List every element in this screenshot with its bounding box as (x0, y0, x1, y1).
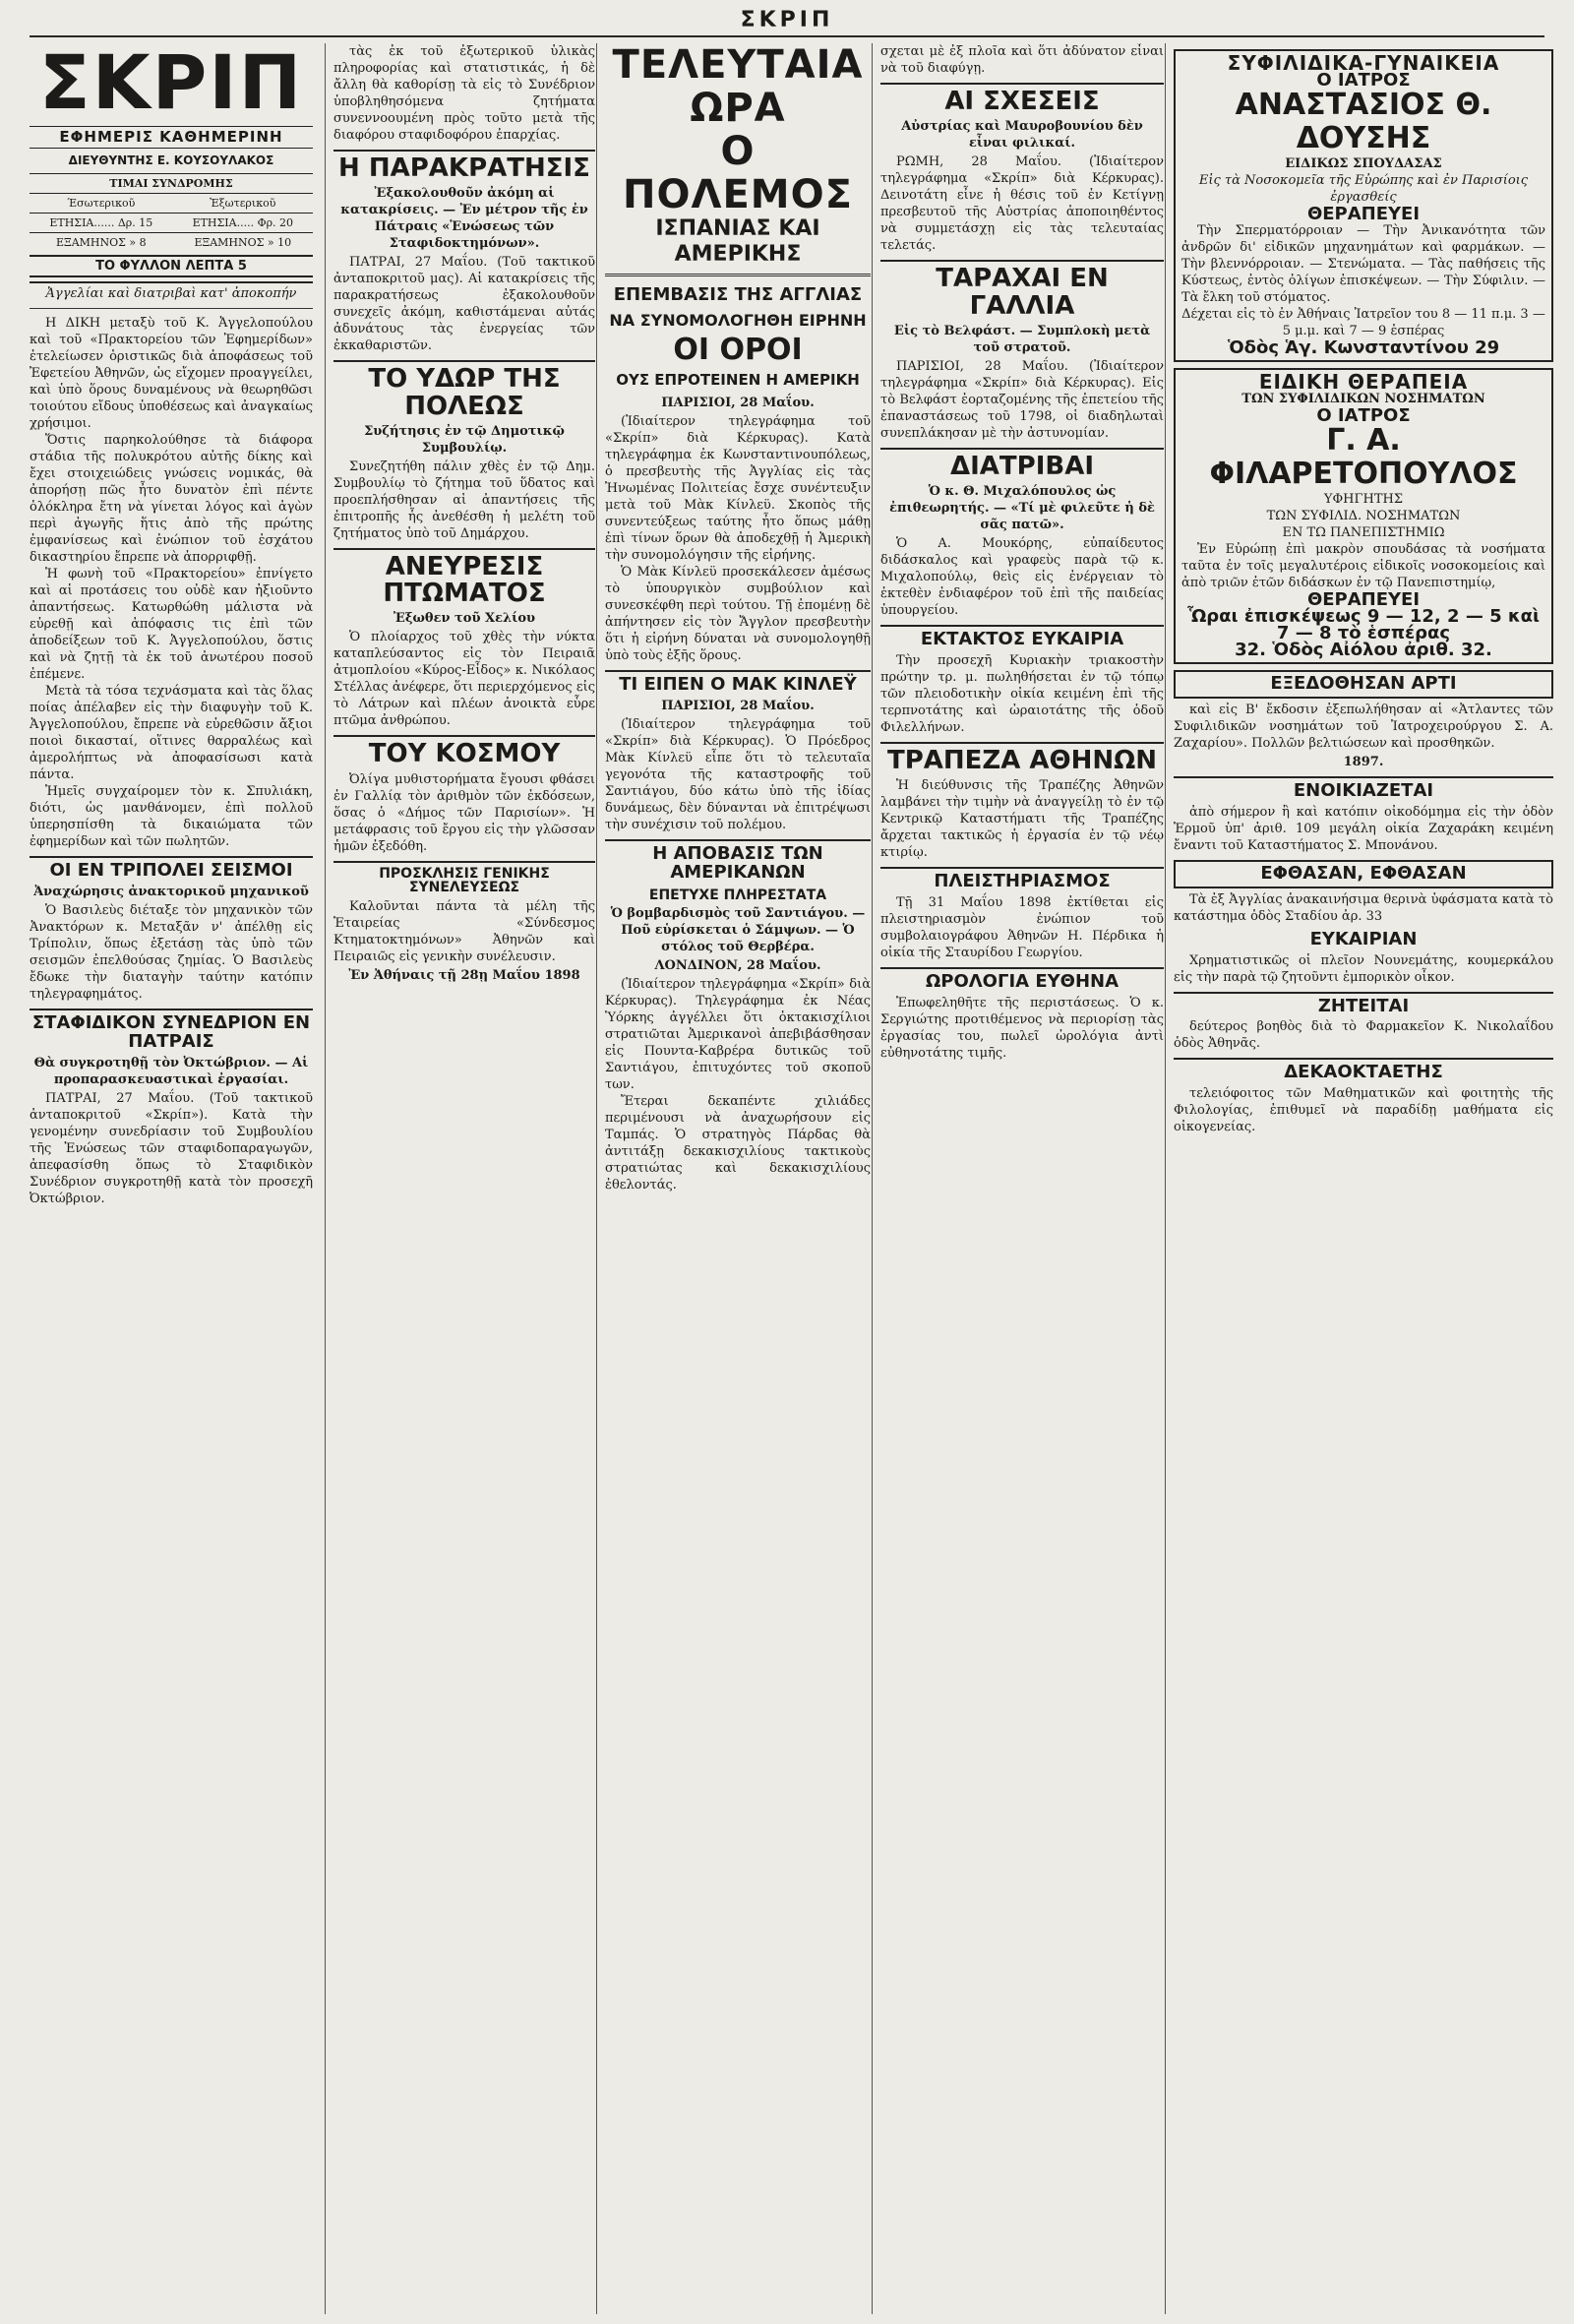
headline-dekaoktaetis: ΔΕΚΑΟΚΤΑΕΤΗΣ (1174, 1058, 1553, 1082)
subhead-ydor: Συζήτησις ἐν τῷ Δημοτικῷ Συμβουλίῳ. (364, 423, 565, 456)
headline-seismoi: ΟΙ ΕΝ ΤΡΙΠΟΛΕΙ ΣΕΙΣΜΟΙ (30, 856, 313, 881)
dateline: ΠΑΡΙΣΙΟΙ, 28 Μαΐου. (661, 698, 815, 713)
headline-diatrivai: ΔΙΑΤΡΙΒΑΙ (880, 448, 1164, 480)
ad-therapeuei: ΘΕΡΑΠΕΥΕΙ (1306, 589, 1421, 610)
subhead-diatrivai: Ὁ κ. Θ. Μιχαλόπουλος ὡς ἐπιθεωρητής. — «Τί μὲ φιλεῦτε ἡ δὲ σᾶς πατῶ». (889, 484, 1155, 533)
article-paragraph: Ὁ Α. Μουκόρης, εὐπαίδευτος διδάσκαλος καὶ γραφεὺς παρὰ τῷ κ. Μιχαλοπούλῳ, θεὶς εἰς ἐνέργειαν τὸ ἐκτεθὲν ἐνδιαφέρον τοῦ ἐπὶ τῆς παιδείας ὑπουργείου. (880, 536, 1164, 619)
ad-address: 32. Ὁδὸς Αἰόλου ἀριθ. 32. (1235, 640, 1492, 660)
headline-scheseis: ΑΙ ΣΧΕΣΕΙΣ (880, 83, 1164, 115)
headline-efthasan: ΕΦΘΑΣΑΝ, ΕΦΘΑΣΑΝ (1174, 860, 1553, 888)
column-5 (1165, 43, 1553, 2314)
article-paragraph: Τῇ 31 Μαΐου 1898 ἐκτίθεται εἰς πλειστηριασμὸν ἐνώπιον τοῦ συμβολαιογράφου Ἀθηνῶν Η. Πέρδικα ἡ οἰκία τῆς Σταυρίδου Γεωργίου. (880, 895, 1164, 961)
divider (605, 274, 871, 276)
ad-doctor-name: ΑΝΑΣΤΑΣΙΟΣ Θ. ΔΟΥΣΗΣ (1235, 88, 1492, 155)
ad-title-panepist: ΕΝ ΤΩ ΠΑΝΕΠΙΣΤΗΜΙΩ (1282, 525, 1445, 540)
ad-hours: Ὧραι ἐπισκέψεως 9 — 12, 2 — 5 καὶ 7 — 8 τὸ ἑσπέρας (1186, 606, 1541, 643)
article-paragraph: Ὁ πλοίαρχος τοῦ χθὲς τὴν νύκτα καταπλεύσαντος εἰς τὸν Πειραιᾶ ἀτμοπλοίου «Κύρος-Εἶδος» κ. Νικόλαος Στέλλας ἀνέφερε, ὅτι περιερχόμενος εἰς τὸ Λάτρων καὶ πλέων ἀνοικτὰ εὗρε πτῶμα ἀνθρώπου. (333, 630, 595, 729)
ad-tagline: Ἀγγελίαι καὶ διατριβαὶ κατ' ἀποκοπήν (45, 286, 297, 301)
ad-heading: ΕΙΔΙΚΗ ΘΕΡΑΠΕΙΑ (1258, 370, 1469, 394)
main-subhead-1: ΕΠΕΜΒΑΣΙΣ ΤΗΣ ΑΓΓΛΙΑΣ (613, 284, 863, 305)
article-paragraph: τὰς ἐκ τοῦ ἐξωτερικοῦ ὑλικὰς πληροφορίας καὶ στατιστικάς, ἡ δὲ ἄλλη θὰ καθορίσῃ τὰ εἰς τὸ Συνέδριον ὑποβληθησόμενα ζητήματα συνεννοουμένη πρὸς τοῦτο μετὰ τῆς διαφόρου σταφιδοφόρου ἐπαρχίας. (333, 44, 595, 143)
ad-clinics: Εἰς τὰ Νοσοκομεῖα τῆς Εὐρώπης καὶ ἐν Παρισίοις ἐργασθείς (1198, 173, 1529, 205)
column-3 (596, 43, 871, 2314)
ad-heading: ΣΥΦΙΛΙΔΙΚΑ-ΓΥΝΑΙΚΕΙΑ (1227, 51, 1500, 75)
column-2 (325, 43, 595, 2314)
dateline: ΠΑΡΙΣΙΟΙ, 28 Μαΐου. (661, 396, 815, 410)
price-annual-exterior: ΕΤΗΣΙΑ..... Φρ. 20 (173, 214, 313, 233)
headline-kinley: ΤΙ ΕΙΠΕΝ Ο ΜΑΚ ΚΙΝΛΕΫ (605, 670, 871, 695)
article-paragraph: Ἔτεραι δεκαπέντε χιλιάδες περιμένουσι νὰ ἀναχωρήσουν εἰς Ταμπάς. Ὁ στρατηγὸς Πάρδας θὰ ἀντιτάξῃ δεκακισχιλίους τακτικοὺς στρατιώτας καὶ δεκακισχιλίους ἐθελοντάς. (605, 1094, 871, 1193)
ad-title-ypo: ΥΦΗΓΗΤΗΣ (1323, 492, 1404, 507)
ad-specialty: ΕΙΔΙΚΩΣ ΣΠΟΥΔΑΣΑΣ (1285, 156, 1442, 171)
article-paragraph: Ἡ φωνὴ τοῦ «Πρακτορείου» ἐπνίγετο καὶ αἱ προτάσεις του οὐδὲ καν ἠξιοῦντο ἀπαντήσεως. Κατωρθώθη μάλιστα νὰ εὑρεθῇ καὶ ἀπόφασις τις ἐπὶ τῶν ἀποδείξεων τοῦ Κ. Ἀγγελοπούλου, ὅστις καὶ νὰ ζητῇ τὰ ἐκ τοῦ ἀνωτέρου ποσοῦ ἐπέμενε. (30, 567, 313, 682)
headline-gallia: ΤΑΡΑΧΑΙ ΕΝ ΓΑΛΛΙΑ (880, 260, 1164, 320)
ad-title-nosimaton: ΤΩΝ ΣΥΦΙΛΙΔ. ΝΟΣΗΜΑΤΩΝ (1266, 509, 1461, 523)
prices-interior: Έσωτερικοῦ (30, 194, 173, 214)
article-paragraph: Καλοῦνται πάντα τὰ μέλη τῆς Ἑταιρείας «Σύνδεσμος Κτηματοκτημόνων» Ἀθηνῶν καὶ Πειραιῶς εἰς γενικὴν συνέλευσιν. (333, 899, 595, 965)
sheet-price: ΤΟ ΦΥΛΛΟΝ ΛΕΠΤΑ 5 (30, 255, 313, 277)
prices-exterior: Ἐξωτερικοῦ (173, 194, 313, 214)
article-paragraph: Τὰ ἐξ Ἀγγλίας ἀνακαινήσιμα θερινὰ ὑφάσματα κατὰ τὸ κατάστημα ὁδὸς Σταδίου ἀρ. 33 (1174, 891, 1553, 924)
article-paragraph: Τὴν προσεχῆ Κυριακὴν τριακοστὴν πρώτην τρ. μ. πωληθήσεται ἐν τῷ τόπῳ τῶν πλειοδοτικὴν οἰκία κειμένη ἐπὶ τῆς τερπνοτάτης καὶ ὠραιοτάτης τῆς ὁδοῦ Φιλελλήνων. (880, 653, 1164, 736)
article-paragraph: ἀπὸ σήμερον ἢ καὶ κατόπιν οἰκοδόμημα εἰς τὴν ὁδὸν Ἑρμοῦ ὑπ' ἀριθ. 109 μεγάλη οἰκία Ζαχαράκη κειμένη ἔναντι τοῦ Καταστήματος Σ. Μπονάνου. (1174, 804, 1553, 853)
main-headline-2: Ο ΠΟΛΕΜΟΣ (623, 129, 853, 217)
headline-orologia: ΩΡΟΛΟΓΙΑ ΕΥΘΗΝΑ (880, 967, 1164, 992)
headline-enoikiazetai: ΕΝΟΙΚΙΑΖΕΤΑΙ (1174, 776, 1553, 801)
article-paragraph: ΡΩΜΗ, 28 Μαΐου. (Ἰδιαίτερον τηλεγράφημα «Σκρίπ» διὰ Κέρκυρας). Δεινοτάτη εἶνε ἡ θέσις τοῦ ἐν Κετίγνῃ πρεσβευτοῦ τῆς Αὐστρίας ἀποποιηθέντος νὰ συμμετάσχῃ εἰς τὰς τελευταίας τελετάς. (880, 154, 1164, 254)
article-paragraph: Ὁ Βασιλεὺς διέταξε τὸν μηχανικὸν τῶν Ἀνακτόρων κ. Μεταξᾶν ν' ἀπέλθῃ εἰς Τρίπολιν, ὅπως ἐξετάσῃ τὰς ὑπὸ τῶν σεισμῶν ἐπελθούσας ζημίας. Ὁ Βασιλεὺς ἔδωκε τὴν διαταγὴν ταύτην κατόπιν τηλεγραφημάτος. (30, 902, 313, 1002)
running-head: ΣΚΡΙΠ (30, 6, 1544, 37)
masthead-subtitle: ΕΦΗΜΕΡΙΣ ΚΑΘΗΜΕΡΙΝΗ (30, 126, 313, 149)
article-paragraph: ΠΑΤΡΑΙ, 27 Μαΐου. (Τοῦ τακτικοῦ ἀνταποκριτοῦ «Σκρίπ»). Κατὰ τὴν γενομένην συνεδρίασιν τοῦ Συμβουλίου τῆς Ἑνώσεως τῶν σταφιδοπαραγωγῶν, ἀπεφασίσθη ὅπως τὸ Σταφιδικὸν Συνέδριον συγκροτηθῇ κατὰ τὸν προσεχῆ Ὀκτώβριον. (30, 1090, 313, 1206)
year-range: 1897. (1343, 754, 1384, 769)
article-paragraph: Ὅστις παρηκολούθησε τὰ διάφορα στάδια τῆς πολυκρότου αὐτῆς δίκης καὶ ἔχει στοιχειώδεις γνώσεις νομικάς, θὰ ἀπορήσῃ πῶς ἦτο δυνατὸν ἐπὶ πέντε ὁλόκληρα ἔτη νὰ γίνεται λόγος καὶ ἀγὼν περὶ ἀγωγῆς ἥτις ἀπὸ τῆς πρώτης ἐμφανίσεως καὶ ἐνώπιον τοῦ ἐσχάτου δικαστηρίου ἔπρεπε νὰ ἀπορριφθῇ. (30, 433, 313, 565)
subhead-apovasis-2: Ὁ βομβαρδισμὸς τοῦ Σαντιάγου. — Ποῦ εὑρίσκεται ὁ Σάμψων. — Ὁ στόλος τοῦ Θερβέρα. (610, 906, 866, 955)
headline-stafidikon: ΣΤΑΦΙΔΙΚΟΝ ΣΥΝΕΔΡΙΟΝ ΕΝ ΠΑΤΡΑΙΣ (30, 1009, 313, 1052)
headline-zitetai: ΖΗΤΕΙΤΑΙ (1174, 992, 1553, 1016)
column-1 (30, 43, 313, 2314)
subhead-scheseis: Αὐστρίας καὶ Μαυροβουνίου δὲν εἶναι φιλικαί. (901, 119, 1143, 152)
headline-eukairia: ΕΚΤΑΚΤΟΣ ΕΥΚΑΙΡΙΑ (880, 625, 1164, 649)
article-paragraph: Μετὰ τὰ τόσα τεχνάσματα καὶ τὰς ὅλας ποίας ἀπέλαβεν εἰς τὴν διαφυγὴν τοῦ Κ. Ἀγγελοπούλου, ἔπρεπε νὰ εὑρεθῶσιν ἄξιοι ποιοὶ δικασταί, οἵτινες θαρραλέως καὶ ἀμερολήπτως νὰ ἀποφασίσωσι κατὰ πάντα. (30, 684, 313, 782)
article-paragraph: (Ἰδιαίτερον τηλεγράφημα «Σκρίπ» διὰ Κέρκυρας). Τηλεγράφημα ἐκ Νέας Ὑόρκης ἀγγέλλει ὅτι ὀκτακισχίλιοι στρατιῶται Ἀμερικανοὶ ἀπεβιβάσθησαν εἰς Πουντα-Καβρέρα δυτικῶς τοῦ Σαντιάγου, ἐπιτυχόντες τοῦ σκοποῦ των. (605, 977, 871, 1093)
price-semester-exterior: ΕΞΑΜΗΝΟΣ » 10 (173, 233, 313, 253)
price-semester-interior: ΕΞΑΜΗΝΟΣ » 8 (30, 233, 173, 253)
masthead-director: ΔΙΕΥΘΥΝΤΗΣ Ε. ΚΟΥΣΟΥΛΑΚΟΣ (68, 153, 274, 167)
article-paragraph: Ἡ διεύθυνσις τῆς Τραπέζης Ἀθηνῶν λαμβάνει τὴν τιμὴν νὰ ἀναγγείλῃ τὸ ἐν τῷ Κεντρικῷ Καταστήματι τῆς Τραπέζης ἄρχεται τακτικῶς ἡ ἐργασία ἐν τῷ νέῳ κτιρίῳ. (880, 778, 1164, 861)
dateline: ΛΟΝΔΙΝΟΝ, 28 Μαΐου. (654, 958, 821, 974)
article-paragraph: Η ΔΙΚΗ μεταξὺ τοῦ Κ. Ἀγγελοπούλου καὶ τοῦ «Πρακτορείου τῶν Ἐφημερίδων» ἐτελείωσεν ὁριστικῶς διὰ ἀποφάσεως τοῦ Ἐφετείου Ἀθηνῶν, ὡς εἴχομεν προαγγείλει, καὶ ὑπὸ ὅρους δυναμένους νὰ θεωρηθῶσι τοιούτου εἴδους ὑποθέσεως καὶ ἀναγκαίως χρήσιμοι. (30, 316, 313, 431)
article-paragraph: Ὀλίγα μυθιστορήματα ἔγουσι φθάσει ἐν Γαλλίᾳ τὸν ἀριθμὸν τῶν ἐκδόσεων, ὅσας ὁ «Δήμος τῶν Παρισίων». Ἡ μετάφρασις τοῦ ἔργου εἰς τὴν γλῶσσαν ἡμῶν ἐξεδόθη. (333, 771, 595, 854)
headline-eukairian: ΕΥΚΑΙΡΙΑΝ (1309, 928, 1418, 949)
ad-hours: Δέχεται εἰς τὸ ἐν Ἀθήναις Ἰατρεῖον του 8 — 11 π.μ. 3 — 5 μ.μ. καὶ 7 — 9 ἑσπέρας (1181, 307, 1545, 338)
ad-text: Τὴν Σπερματόρροιαν — Τὴν Ἀνικανότητα τῶν ἀνδρῶν δι' εἰδικῶν μηχανημάτων καὶ φαρμάκων. — Τὴν βλεννόρροιαν. — Στενώματα. — Τὰς παθήσεις τῆς Κύστεως, ἐντὸς ὀλίγων ἐπισκέψεων. — Τὴν Σύφιλιν. — Τὰ ἔλκη τοῦ στόματος. (1181, 223, 1545, 305)
subhead-apovasis: ΕΠΕΤΥΧΕ ΠΛΗΡΕΣΤΑΤΑ (648, 887, 827, 903)
article-paragraph: καὶ εἰς Β' ἔκδοσιν ἐξεπωλήθησαν αἱ «Ἀτλαντες τῶν Συφιλιδικῶν νοσημάτων τοῦ Ἰατροχειρούργου Σ. Α. Ζαχαρίου». Πολλῶν βελτιώσεων καὶ προσθηκῶν. (1174, 702, 1553, 751)
masthead-title: ΣΚΡΙΠ (38, 43, 304, 126)
main-subhead-4: ΟΥΣ ΕΠΡΟΤΕΙΝΕΝ Η ΑΜΕΡΙΚΗ (616, 371, 860, 389)
article-paragraph: (Ἰδιαίτερον τηλεγράφημα τοῦ «Σκρίπ» διὰ Κέρκυρας). Κατὰ τηλεγράφημα ἐκ Κωνσταντινουπόλεως, ὁ πρεσβευτὴς τῆς Ἀγγλίας εἰς τὰς Ἠνωμένας Πολιτείας ἔσχε συνέντευξιν μετὰ τοῦ Μὰκ Κίνλεϋ. Σκοπὸς τῆς συνεντεύξεως ταύτης ἦτο ὅπως μάθῃ ἐπὶ τίνων ὅρων θὰ ἀποδεχθῇ ἡ Ἀμερικὴ τὴν συνομολόγησιν τῆς εἰρήνης. (605, 414, 871, 563)
article-paragraph: Ἡμεῖς συγχαίρομεν τὸν κ. Σπυλιάκη, διότι, ὡς μανθάνομεν, ἐπὶ πολλοῦ ὑπερησπίσθη τὰ δικαιώματα τῶν ἐφημερίδων καὶ τῶν πωλητῶν. (30, 784, 313, 849)
advertisement-filaretopoulos (1174, 368, 1553, 664)
subhead-stafidikon: Θὰ συγκροτηθῇ τὸν Ὀκτώβριον. — Αἱ προπαρασκευαστικαὶ ἐργασίαι. (33, 1055, 309, 1087)
prices-heading: ΤΙΜΑΙ ΣΥΝΔΡΟΜΗΣ (30, 174, 313, 194)
headline-trapeza: ΤΡΑΠΕΖΑ ΑΘΗΝΩΝ (880, 742, 1164, 774)
column-4 (872, 43, 1164, 2314)
ad-doctor-name: Γ. Α. ΦΙΛΑΡΕΤΟΠΟΥΛΟΣ (1209, 423, 1518, 491)
subhead-anevresis: Ἐξωθεν τοῦ Χελίου (393, 611, 536, 627)
ad-therapeuei: ΘΕΡΑΠΕΥΕΙ (1306, 204, 1421, 224)
price-annual-interior: ΕΤΗΣΙΑ...... Δρ. 15 (30, 214, 173, 233)
article-paragraph: (Ἰδιαίτερον τηλεγράφημα τοῦ «Σκρίπ» διὰ Κέρκυρας). Ὁ Πρόεδρος Μὰκ Κίνλεϋ εἶπε ὅτι τὸ τελευταῖα γεγονότα τῆς καταστροφῆς τοῦ Σαντιάγου, δύο κάτω ὑπὸ τῆς ἰδίας δυνάμεως, δὲν δύνανται νὰ ἐπιτρέψωσι τὴν συνέχισιν τοῦ πολέμου. (605, 716, 871, 832)
headline-parakratisis: Η ΠΑΡΑΚΡΑΤΗΣΙΣ (333, 150, 595, 182)
article-paragraph: ΠΑΤΡΑΙ, 27 Μαΐου. (Τοῦ τακτικοῦ ἀνταποκριτοῦ μας). Αἱ κατακρίσεις τῆς παρακρατήσεως ἐξακολουθοῦν συνεχεῖς ἀκόμη, καθιστάμεναι αὐτάς ἀδυνάτους τὰς ἐνεργείας τῶν ἐκκαθαριστῶν. (333, 255, 595, 354)
headline-apovasis: Η ΑΠΟΒΑΣΙΣ ΤΩΝ ΑΜΕΡΙΚΑΝΩΝ (605, 839, 871, 883)
article-paragraph: Ἐπωφεληθῆτε τῆς περιστάσεως. Ὁ κ. Σεργιώτης προτιθέμενος νὰ περιορίσῃ τὰς ἐργασίας του, πωλεῖ ὡρολόγια ἀντὶ εὐθηνοτάτης τιμῆς. (880, 996, 1164, 1062)
subhead-parakratisis: Ἐξακολουθοῦν ἀκόμη αἱ κατακρίσεις. — Ἐν μέτρον τῆς ἐν Πάτραις «Ἑνώσεως τῶν Σταφιδοκτημόνων». (340, 186, 588, 252)
headline-exedothesan: ΕΞΕΔΟΘΗΣΑΝ ΑΡΤΙ (1174, 670, 1553, 699)
article-paragraph: τελειόφοιτος τῶν Μαθηματικῶν καὶ φοιτητὴς τῆς Φιλολογίας, ἐπιθυμεῖ νὰ παραδίδῃ μαθήματα εἰς οἰκογενείας. (1174, 1086, 1553, 1135)
masthead (30, 43, 313, 283)
subhead-gallia: Εἰς τὸ Βελφάστ. — Συμπλοκὴ μετὰ τοῦ στρατοῦ. (893, 323, 1151, 355)
ad-subheading: ΤΩΝ ΣΥΦΙΛΙΔΙΚΩΝ ΝΟΣΗΜΑΤΩΝ (1241, 392, 1485, 406)
headline-ydor: ΤΟ ΥΔΩΡ ΤΗΣ ΠΟΛΕΩΣ (333, 360, 595, 420)
article-paragraph: Συνεζητήθη πάλιν χθὲς ἐν τῷ Δημ. Συμβουλίῳ τὸ ζήτημα τοῦ ὕδατος καὶ προεπλήσθησαν αἱ ἀπαντήσεις τῆς ἐπιτροπῆς ἧς ἀνεθέσθη ἡ μελέτη τοῦ ζητήματος ὑπὸ τοῦ Δημάρχου. (333, 459, 595, 541)
article-paragraph: ΠΑΡΙΣΙΟΙ, 28 Μαΐου. (Ἰδιαίτερον τηλεγράφημα «Σκρίπ» διὰ Κέρκυρας). Εἰς τὸ Βελφάστ ἑορταζομένης τῆς ἐπετείου τῆς ἐπαναστάσεως τοῦ 1798, οἱ διαδηλωταὶ συνεπλάκησαν μὲ τὴν ἀστυνομίαν. (880, 358, 1164, 441)
ad-iatros: Ο ΙΑΤΡΟΣ (1316, 405, 1411, 426)
notice-footer: Ἐν Ἀθήναις τῇ 28ῃ Μαΐου 1898 (348, 968, 580, 984)
headline-proskliseis: ΠΡΟΣΚΛΗΣΙΣ ΓΕΝΙΚΗΣ ΣΥΝΕΛΕΥΣΕΩΣ (333, 861, 595, 895)
ad-address: Ὁδὸς Ἁγ. Κωνσταντίνου 29 (1227, 337, 1500, 358)
divider (30, 308, 313, 309)
advertisement-dousis (1174, 49, 1553, 362)
subscription-prices (30, 173, 313, 252)
headline-pleistiriasmos: ΠΛΕΙΣΤΗΡΙΑΣΜΟΣ (880, 867, 1164, 891)
main-headline-1: ΤΕΛΕΥΤΑΙΑ ΩΡΑ (612, 43, 864, 131)
subhead-seismoi: Ἀναχώρησις ἀνακτορικοῦ μηχανικοῦ (33, 884, 309, 899)
article-paragraph: σχεται μὲ ἐξ πλοῖα καὶ ὅτι ἀδύνατον εἶναι νὰ τοῦ διαφύγῃ. (880, 44, 1164, 76)
headline-kosmou: ΤΟΥ ΚΟΣΜΟΥ (333, 735, 595, 767)
main-subhead-3: ΟΙ ΟΡΟΙ (673, 333, 803, 367)
main-subhead-2: ΝΑ ΣΥΝΟΜΟΛΟΓΗΘΗ ΕΙΡΗΝΗ (609, 311, 867, 330)
article-paragraph: Χρηματιστικῶς οἱ πλεῖον Νουνεμάτης, κουμερκάλου εἰς τὴν παρὰ τῷ ζητοῦντι ἐμπορικὸν οἶκον. (1174, 952, 1553, 985)
main-headline-3: ΙΣΠΑΝΙΑΣ ΚΑΙ ΑΜΕΡΙΚΗΣ (655, 216, 820, 267)
article-paragraph: Ὁ Μὰκ Κίνλεϋ προσεκάλεσεν ἀμέσως τὸ ὑπουργικὸν συμβούλιον καὶ συνεσκέφθη περὶ τούτου. Τῇ ἐπομένῃ δὲ ἀπήντησεν εἰς τὸν Ἄγγλον πρεσβευτὴν ὅτι ἡ εἰρήνη δύναται νὰ συνομολογηθῇ ὑπὸ τοὺς ἑξῆς ὅρους. (605, 565, 871, 663)
article-paragraph: δεύτερος βοηθὸς διὰ τὸ Φαρμακεῖον Κ. Νικολαΐδου ὁδὸς Ἀθηνᾶς. (1174, 1019, 1553, 1052)
ad-text: Ἐν Εὐρώπῃ ἐπὶ μακρὸν σπουδάσας τὰ νοσήματα ταῦτα ἐν τοῖς μεγαλυτέροις εἰδικοῖς νοσοκομείοις καὶ ἀπὸ τριῶν ἐτῶν διδάσκων ἐν τῷ Πανεπιστημίῳ, (1181, 542, 1545, 590)
ad-iatros: Ο ΙΑΤΡΟΣ (1316, 70, 1411, 91)
headline-anevresis: ΑΝΕΥΡΕΣΙΣ ΠΤΩΜΑΤΟΣ (333, 548, 595, 608)
